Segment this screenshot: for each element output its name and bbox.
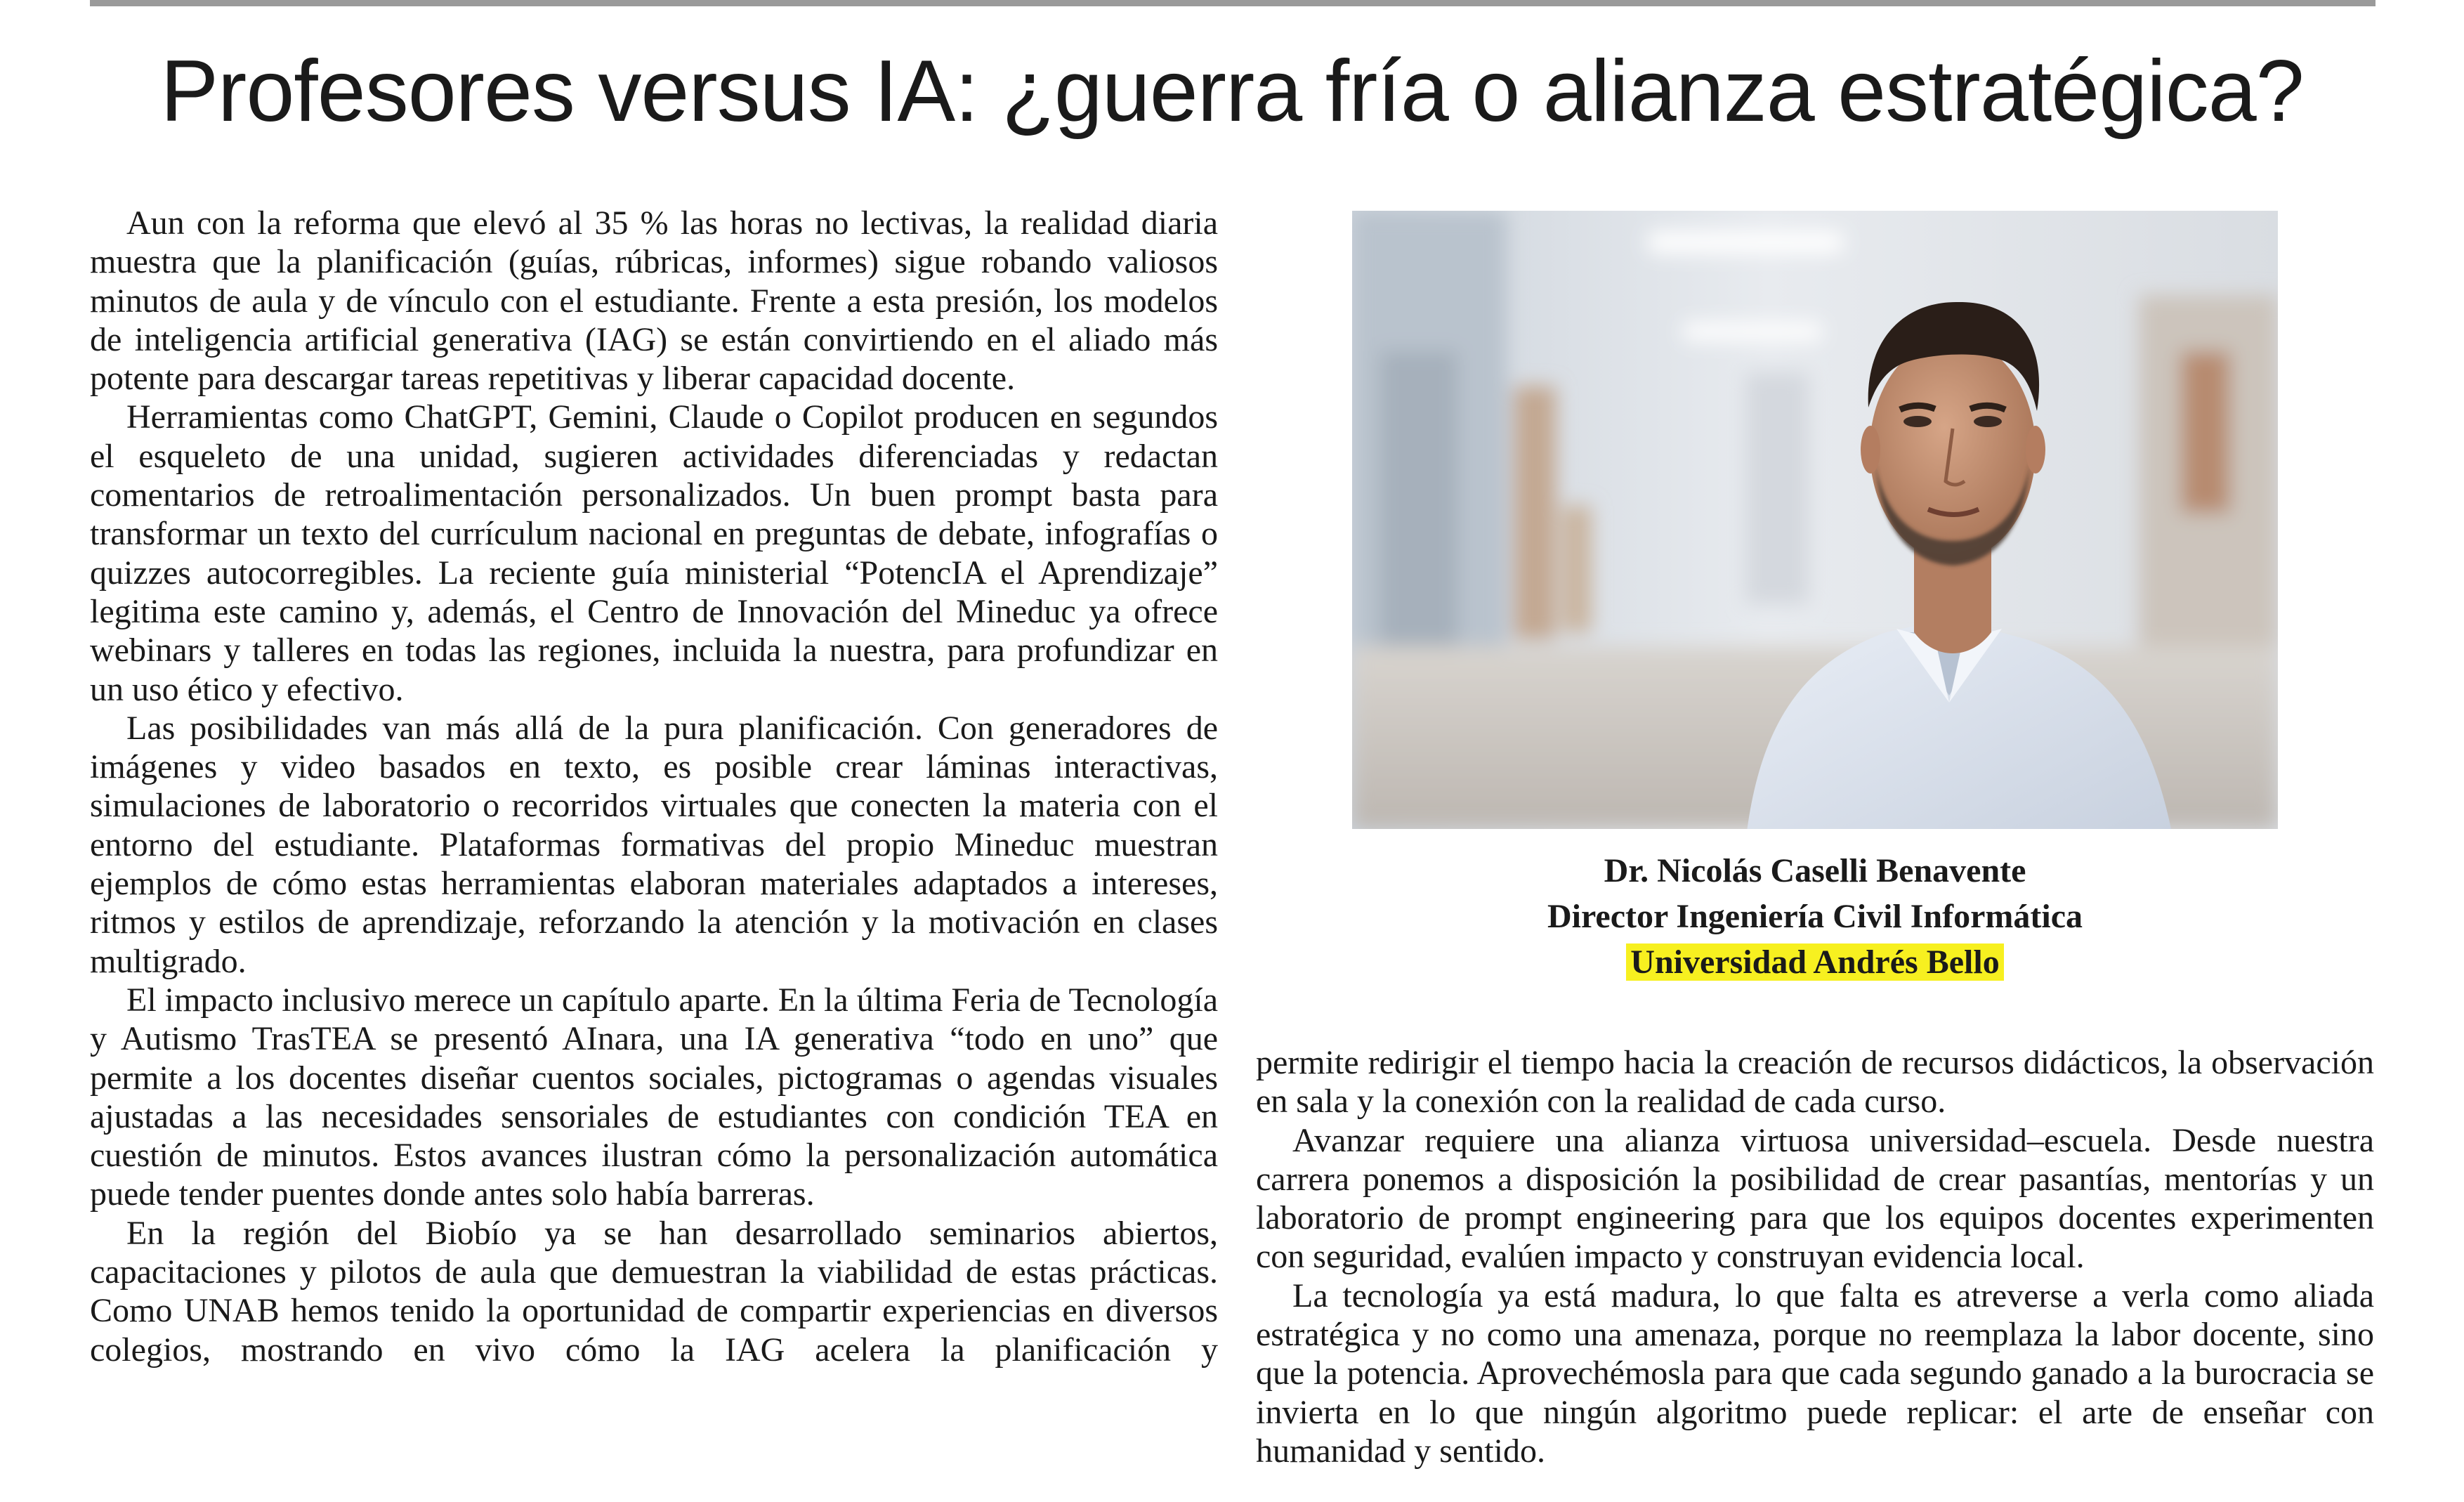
paragraph: La tecnología ya está madura, lo que falta es atreverse a verla como aliada estratégica y no como una amenaza, porque no reemplaza la labor docente, sino que la potencia. Aprovechémosla para que cada segundo ganado a la burocracia se invierta en lo que ningún algoritmo puede replicar: el arte de enseñar con humanidad y sentido.	[1256, 1276, 2374, 1470]
author-photo	[1352, 211, 2278, 829]
paragraph: Herramientas como ChatGPT, Gemini, Claude o Copilot producen en segundos el esqueleto de una unidad, sugieren actividades diferenciadas y redactan comentarios de retroalimentación personalizados. Un buen prompt basta para transformar un texto del currículum nacional en preguntas de debate, infografías o quizzes autocorregibles. La reciente guía ministerial “PotencIA el Aprendizaje” legitima este camino y, además, el Centro de Innovación del Mineduc ya ofrece webinars y talleres en todas las regiones, incluida la nuestra, para profundizar en un uso ético y efectivo.	[90, 398, 1218, 708]
right-column	[1256, 1043, 2374, 1470]
top-rule	[90, 0, 2375, 6]
author-university: Universidad Andrés Bello	[1626, 943, 2003, 981]
portrait-image	[1352, 211, 2278, 829]
left-column	[90, 204, 1218, 1369]
paragraph: Avanzar requiere una alianza virtuosa universidad–escuela. Desde nuestra carrera ponemos a disposición la posibilidad de crear pasantías, mentorías y un laboratorio de prompt engineering para que los equipos docentes experimenten con seguridad, evalúen impacto y construyan evidencia local.	[1256, 1121, 2374, 1276]
paragraph: Las posibilidades van más allá de la pura planificación. Con generadores de imágenes y video basados en texto, es posible crear láminas interactivas, simulaciones de laboratorio o recorridos virtuales que conecten la materia con el entorno del estudiante. Plataformas formativas del propio Mineduc muestran ejemplos de cómo estas herramientas elaboran materiales adaptados a intereses, ritmos y estilos de aprendizaje, reforzando la atención y la motivación en clases multigrado.	[90, 709, 1218, 980]
author-role: Director Ingeniería Civil Informática	[1547, 898, 2083, 935]
photo-caption	[1352, 848, 2278, 985]
paragraph-continuation: permite redirigir el tiempo hacia la creación de recursos didácticos, la observación en sala y la conexión con la realidad de cada curso.	[1256, 1044, 2374, 1121]
paragraph: En la región del Biobío ya se han desarrollado seminarios abiertos, capacitaciones y pilotos de aula que demuestran la viabilidad de estas prácticas. Como UNAB hemos tenido la oportunidad de compartir experiencias en diversos colegios, mostrando en vivo cómo la IAG acelera la planificación y	[90, 1214, 1218, 1369]
paragraph: El impacto inclusivo merece un capítulo aparte. En la última Feria de Tecnología y Autismo TrasTEA se presentó AInara, una IA generativa “todo en uno” que permite a los docentes diseñar cuentos sociales, pictogramas o agendas visuales ajustadas a las necesidades sensoriales de estudiantes con condición TEA en cuestión de minutos. Estos avances ilustran cómo la personalización automática puede tender puentes donde antes solo había barreras.	[90, 981, 1218, 1213]
headline: Profesores versus IA: ¿guerra fría o alianza estratégica?	[160, 43, 2304, 140]
paragraph: Aun con la reforma que elevó al 35 % las horas no lectivas, la realidad diaria muestra que la planificación (guías, rúbricas, informes) sigue robando valiosos minutos de aula y de vínculo con el estudiante. Frente a esta presión, los modelos de inteligencia artificial generativa (IAG) se están convirtiendo en el aliado más potente para descargar tareas repetitivas y liberar capacidad docente.	[90, 204, 1218, 398]
author-name: Dr. Nicolás Caselli Benavente	[1604, 852, 2026, 889]
